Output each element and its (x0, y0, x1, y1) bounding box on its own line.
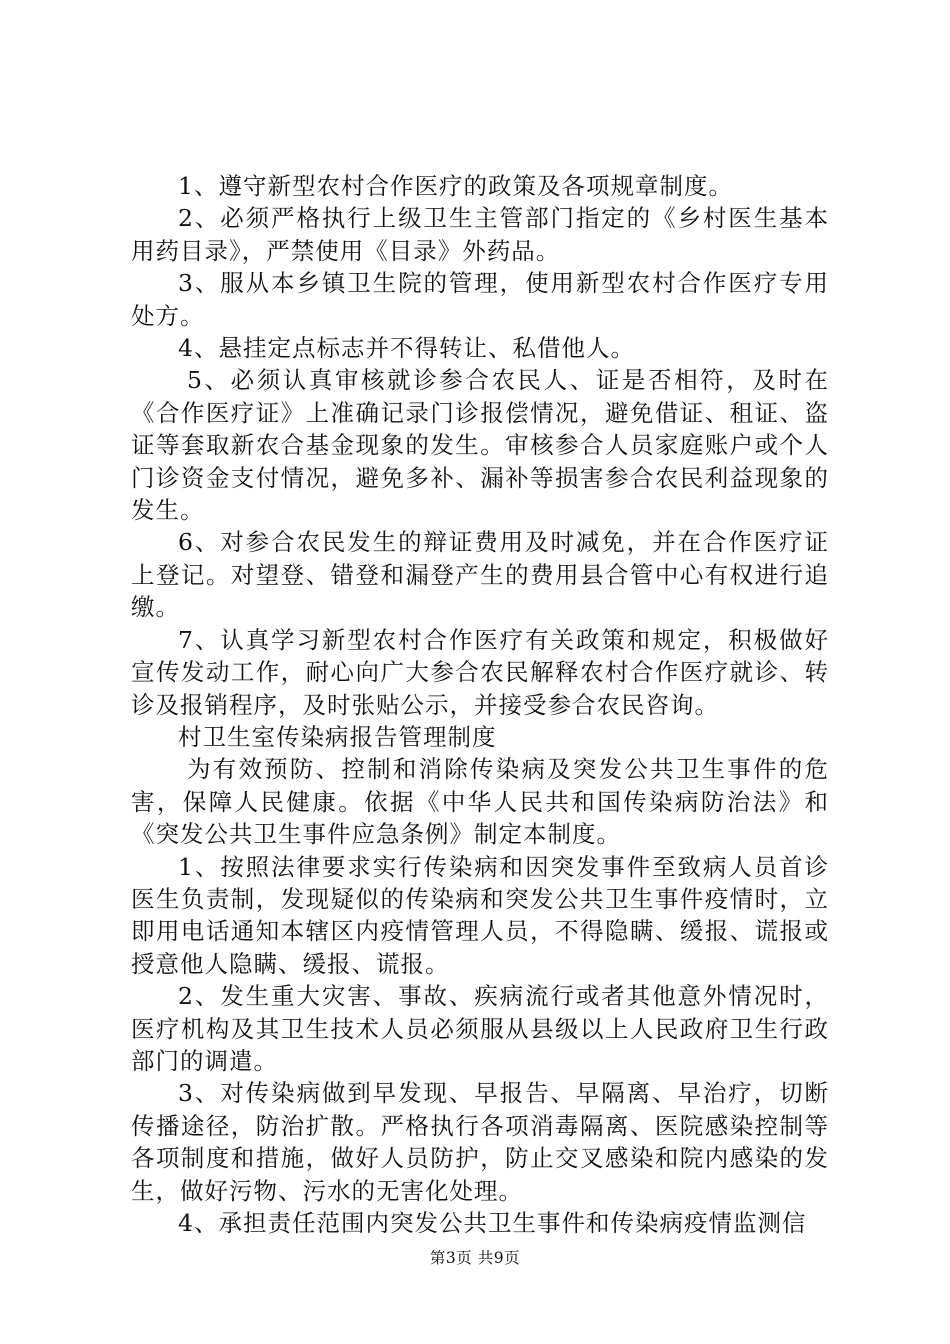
paragraph-rule-5: 5、必须认真审核就诊参合农民人、证是否相符，及时在《合作医疗证》上准确记录门诊报偿情况，避免借证、租证、盗证等套取新农合基金现象的发生。审核参合人员家庭账户或个人门诊资金支付情况，避免多补、漏补等损害参合农民利益现象的发生。 (131, 366, 829, 525)
paragraph-rule-6: 6、对参合农民发生的辩证费用及时减免，并在合作医疗证上登记。对望登、错登和漏登产生的费用县合管中心有权进行追缴。 (131, 528, 829, 622)
page-number-footer: 第3页 共9页 (429, 1249, 521, 1267)
paragraph-rule-3: 3、服从本乡镇卫生院的管理，使用新型农村合作医疗专用处方。 (131, 269, 829, 330)
paragraph-report-rule-1: 1、按照法律要求实行传染病和因突发事件至致病人员首诊医生负责制，发现疑似的传染病和突发公共卫生事件疫情时，立即用电话通知本辖区内疫情管理人员，不得隐瞒、缓报、谎报或授意他人隐瞒、缓报、谎报。 (131, 852, 829, 978)
paragraph-report-rule-2: 2、发生重大灾害、事故、疾病流行或者其他意外情况时，医疗机构及其卫生技术人员必须服从县级以上人民政府卫生行政部门的调遣。 (131, 982, 829, 1075)
section-heading: 村卫生室传染病报告管理制度 (178, 722, 497, 751)
paragraph-report-rule-3: 3、对传染病做到早发现、早报告、早隔离、早治疗，切断传播途径，防治扩散。严格执行各项消毒隔离、医院感染控制等各项制度和措施，做好人员防护，防止交叉感染和院内感染的发生，做好污物、污水的无害化处理。 (131, 1079, 829, 1205)
paragraph-rule-4: 4、悬挂定点标志并不得转让、私借他人。 (178, 334, 635, 363)
paragraph-rule-7: 7、认真学习新型农村合作医疗有关政策和规定，积极做好宣传发动工作，耐心向广大参合农民解释农村合作医疗就诊、转诊及报销程序，及时张贴公示，并接受参合农民咨询。 (131, 625, 829, 719)
paragraph-intro: 为有效预防、控制和消除传染病及突发公共卫生事件的危害，保障人民健康。依据《中华人民共和国传染病防治法》和《突发公共卫生事件应急条例》制定本制度。 (131, 755, 829, 849)
paragraph-report-rule-4: 4、承担责任范围内突发公共卫生事件和传染病疫情监测信 (178, 1209, 807, 1237)
document-body (131, 170, 829, 1239)
paragraph-rule-2: 2、必须严格执行上级卫生主管部门指定的《乡村医生基本用药目录》，严禁使用《目录》外药品。 (131, 204, 829, 265)
paragraph-rule-1: 1、遵守新型农村合作医疗的政策及各项规章制度。 (178, 172, 733, 200)
